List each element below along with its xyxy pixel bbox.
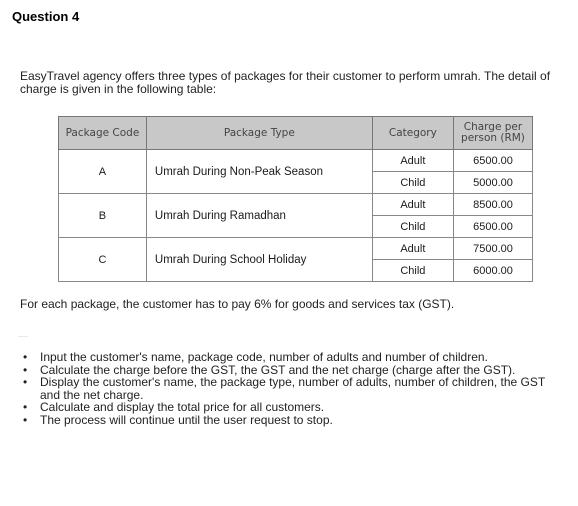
- category-cell: Child: [372, 260, 453, 282]
- package-type-cell: Umrah During Non-Peak Season: [146, 150, 372, 194]
- task-text: The process will continue until the user request to stop.: [40, 412, 333, 427]
- bullet-icon: •: [23, 362, 28, 377]
- task-text: Calculate the charge before the GST, the GST and the net charge (charge after the GST).: [40, 362, 516, 377]
- table-row: [59, 238, 533, 260]
- package-code-cell: C: [59, 238, 147, 282]
- category-cell: Child: [372, 216, 453, 238]
- header-package-code: Package Code: [59, 117, 147, 150]
- bullet-icon: •: [23, 412, 28, 427]
- package-type-cell: Umrah During Ramadhan: [146, 194, 372, 238]
- charge-cell: 7500.00: [453, 238, 532, 260]
- task-text: Display the customer's name, the package type, number of adults, number of children, the GST and the net charge.: [40, 375, 545, 402]
- table-header-row: [59, 117, 533, 150]
- gst-note: For each package, the customer has to pay 6% for goods and services tax (GST).: [20, 297, 455, 311]
- category-cell: Adult: [372, 194, 453, 216]
- task-text: Input the customer's name, package code, number of adults and number of children.: [40, 350, 488, 364]
- task-list: [20, 351, 560, 426]
- header-charge: Charge per person (RM): [453, 117, 532, 150]
- table-row: [59, 194, 533, 216]
- category-cell: Adult: [372, 238, 453, 260]
- header-package-type: Package Type: [146, 117, 372, 150]
- intro-paragraph: EasyTravel agency offers three types of packages for their customer to perform umrah. The detail of charge is given in the following table:: [20, 69, 551, 96]
- header-category: Category: [372, 117, 453, 150]
- package-code-cell: B: [59, 194, 147, 238]
- list-item: [20, 376, 560, 401]
- charge-cell: 6000.00: [453, 260, 532, 282]
- package-type-cell: Umrah During School Holiday: [146, 238, 372, 282]
- package-code-cell: A: [59, 150, 147, 194]
- list-item: [20, 414, 560, 427]
- bullet-icon: •: [23, 350, 28, 364]
- bullet-icon: •: [23, 375, 28, 389]
- charge-cell: 6500.00: [453, 150, 532, 172]
- charge-cell: 5000.00: [453, 172, 532, 194]
- scan-mark: [18, 336, 28, 337]
- charge-cell: 8500.00: [453, 194, 532, 216]
- table-row: [59, 150, 533, 172]
- package-table: [58, 116, 533, 282]
- category-cell: Child: [372, 172, 453, 194]
- category-cell: Adult: [372, 150, 453, 172]
- bullet-icon: •: [23, 400, 28, 414]
- question-title: Question 4: [12, 9, 80, 24]
- task-text: Calculate and display the total price for all customers.: [40, 400, 325, 414]
- charge-cell: 6500.00: [453, 216, 532, 238]
